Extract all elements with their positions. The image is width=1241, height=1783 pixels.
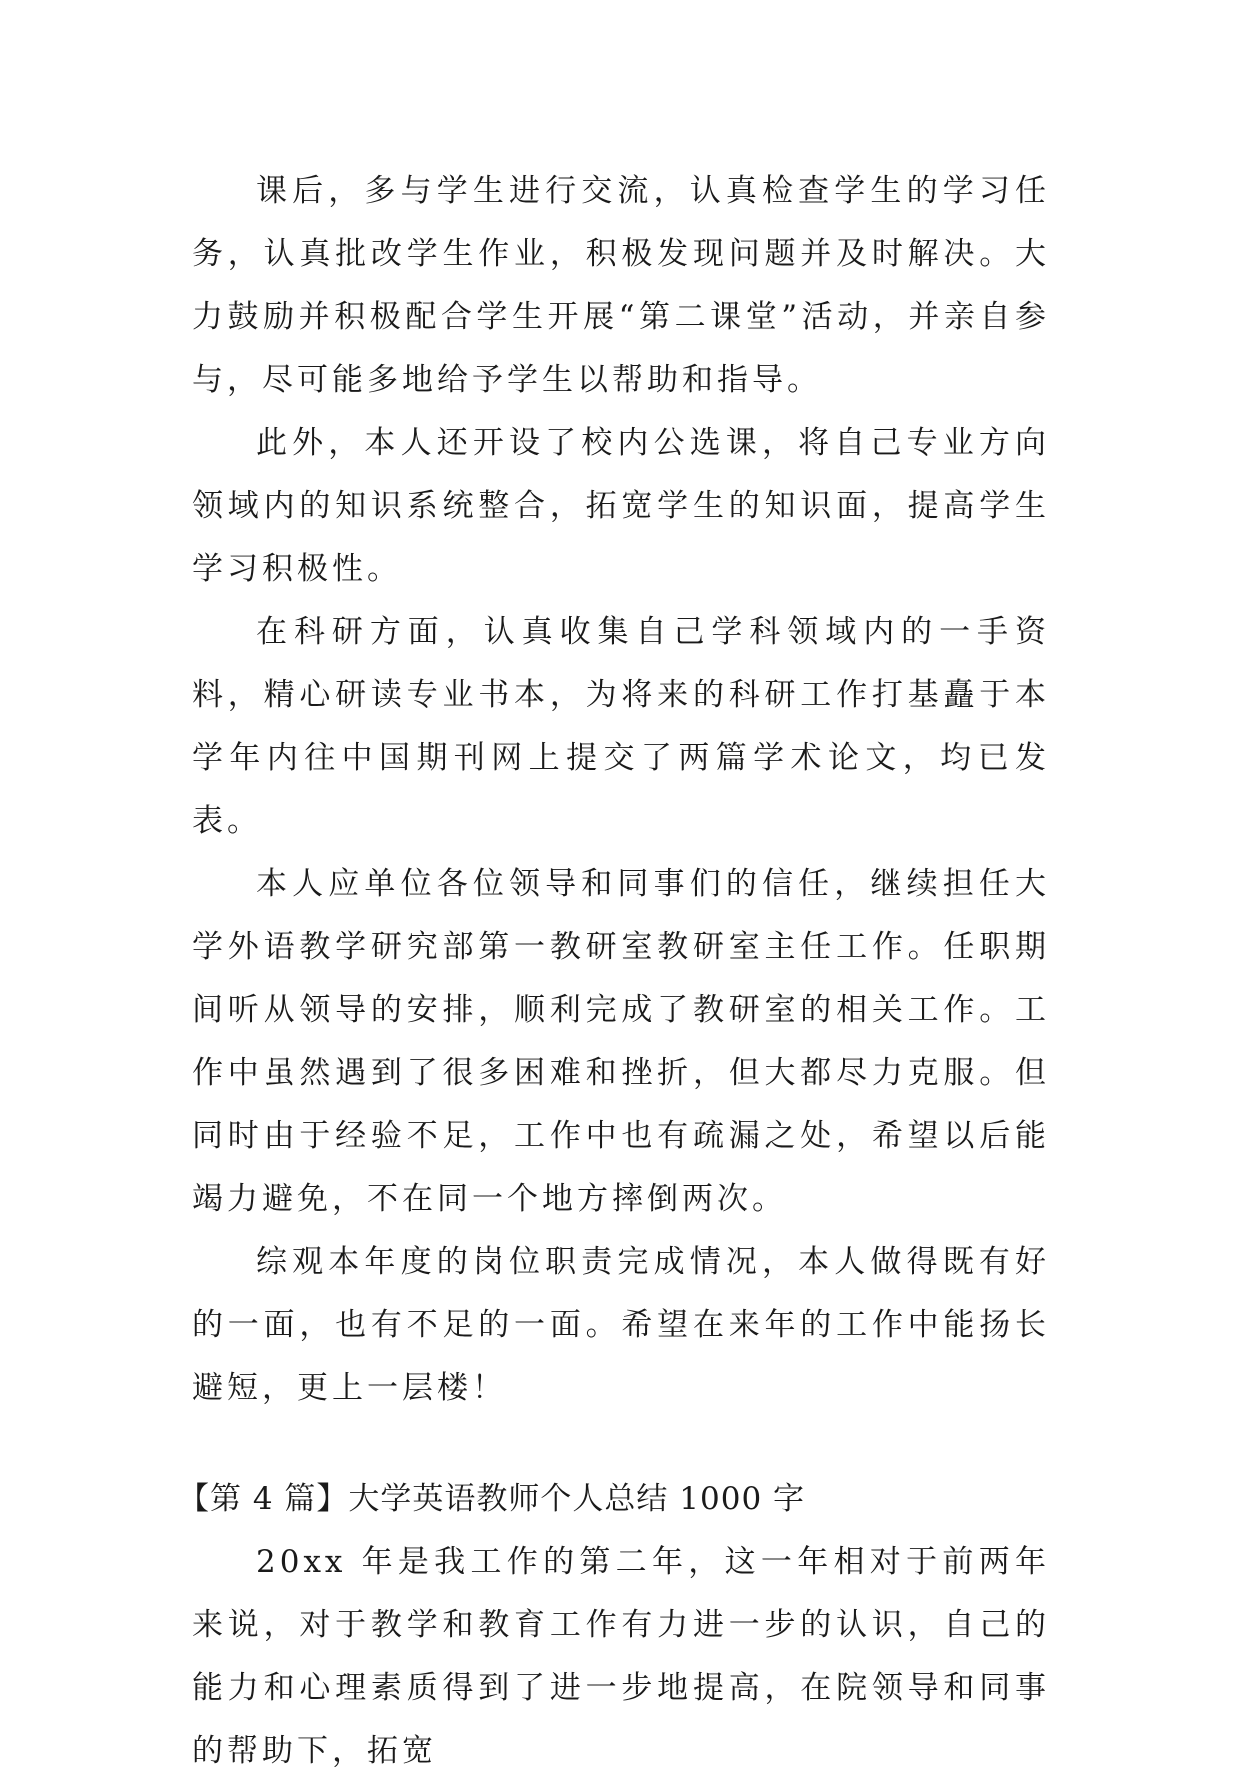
paragraph: 20xx 年是我工作的第二年，这一年相对于前两年来说，对于教学和教育工作有力进一步的认识，自己的能力和心理素质得到了进一步地提高，在院领导和同事的帮助下，拓宽	[192, 1544, 1050, 1769]
paragraph: 综观本年度的岗位职责完成情况，本人做得既有好的一面，也有不足的一面。希望在来年的工作中能扬长避短，更上一层楼！	[192, 1244, 1050, 1406]
document-body	[178, 160, 1050, 1783]
section-heading: 【第 4 篇】大学英语教师个人总结 1000 字	[178, 1481, 806, 1517]
paragraph: 此外，本人还开设了校内公选课，将自己专业方向领域内的知识系统整合，拓宽学生的知识面，提高学生学习积极性。	[192, 425, 1050, 587]
paragraph: 在科研方面，认真收集自己学科领域内的一手资料，精心研读专业书本，为将来的科研工作打基矗于本学年内往中国期刊网上提交了两篇学术论文，均已发表。	[192, 614, 1050, 839]
paragraph: 本人应单位各位领导和同事们的信任，继续担任大学外语教学研究部第一教研室教研室主任工作。任职期间听从领导的安排，顺利完成了教研室的相关工作。工作中虽然遇到了很多困难和挫折，但大都尽力克服。但同时由于经验不足，工作中也有疏漏之处，希望以后能竭力避免，不在同一个地方摔倒两次。	[192, 866, 1050, 1217]
paragraph: 课后，多与学生进行交流，认真检查学生的学习任务，认真批改学生作业，积极发现问题并及时解决。大力鼓励并积极配合学生开展“第二课堂”活动，并亲自参与，尽可能多地给予学生以帮助和指导。	[192, 173, 1050, 398]
